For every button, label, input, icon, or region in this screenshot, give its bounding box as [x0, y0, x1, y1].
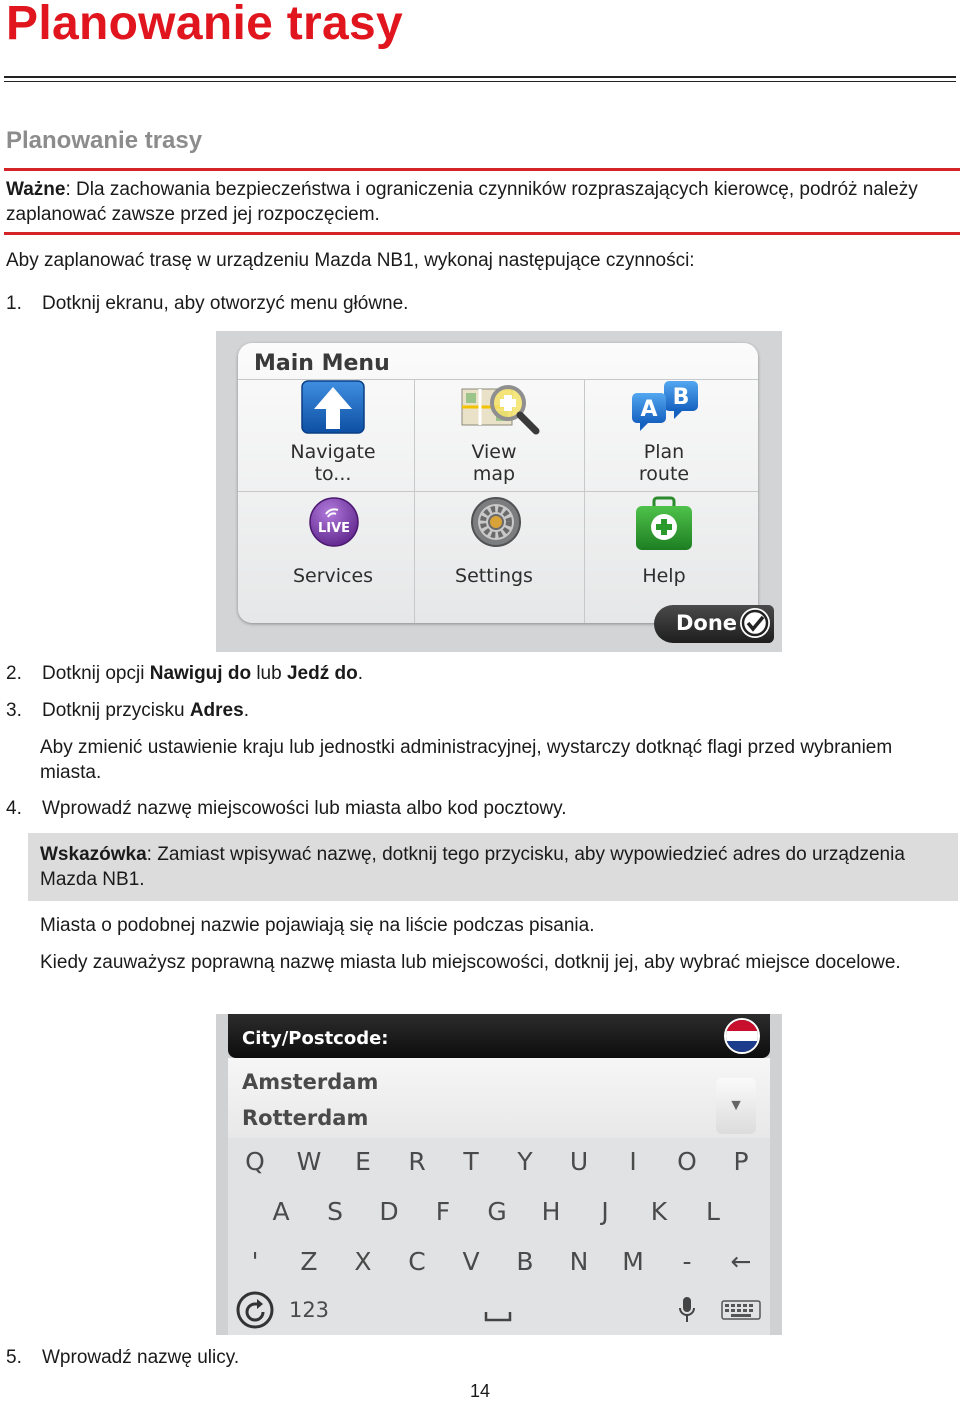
- key-q[interactable]: Q: [245, 1147, 265, 1176]
- menu-services-label[interactable]: Services: [292, 565, 374, 587]
- step-2-number: 2.: [6, 663, 22, 684]
- plan-route-ab-icon[interactable]: [630, 379, 702, 442]
- important-label: Ważne: [6, 179, 66, 200]
- onscreen-keyboard: [228, 1138, 770, 1335]
- important-rule-top: [4, 168, 960, 171]
- important-note: [6, 177, 956, 227]
- menu-plan-route-label[interactable]: Plan route: [638, 441, 690, 485]
- back-arrow-icon[interactable]: [228, 1286, 282, 1334]
- key-z[interactable]: Z: [300, 1247, 318, 1276]
- live-badge: LIVE: [317, 521, 351, 536]
- key-apostrophe[interactable]: ': [251, 1247, 259, 1276]
- menu-view-map-label[interactable]: View map: [471, 441, 517, 485]
- header-rule: [4, 76, 956, 78]
- live-services-icon[interactable]: [308, 496, 360, 553]
- key-i[interactable]: I: [629, 1147, 637, 1176]
- scroll-down-icon[interactable]: ▼: [716, 1078, 756, 1134]
- menu-settings-label[interactable]: Settings: [455, 565, 533, 587]
- section-title: Planowanie trasy: [6, 127, 203, 154]
- key-m[interactable]: M: [622, 1247, 644, 1276]
- main-menu-title: Main Menu: [254, 351, 390, 376]
- city-input-header[interactable]: [228, 1014, 770, 1058]
- key-h[interactable]: H: [541, 1197, 561, 1226]
- step-3-number: 3.: [6, 700, 22, 721]
- key-j[interactable]: J: [601, 1197, 609, 1226]
- step-5-text: Wprowadź nazwę ulicy.: [42, 1347, 240, 1368]
- step-3-text: Dotknij przycisku Adres.: [42, 700, 249, 721]
- chapter-title: Planowanie trasy: [6, 0, 403, 50]
- key-a[interactable]: A: [272, 1197, 290, 1226]
- country-flag-icon[interactable]: [724, 1018, 760, 1054]
- key-p[interactable]: P: [733, 1147, 749, 1176]
- step-1-text: Dotknij ekranu, aby otworzyć menu główne.: [42, 293, 409, 314]
- header-rule-thin: [4, 81, 956, 82]
- navigate-arrow-icon[interactable]: [300, 379, 366, 440]
- result-item[interactable]: Rotterdam: [242, 1106, 369, 1130]
- key-v[interactable]: V: [462, 1247, 480, 1276]
- key-e[interactable]: E: [355, 1147, 371, 1176]
- space-key[interactable]: [444, 1286, 552, 1334]
- key-o[interactable]: O: [677, 1147, 697, 1176]
- step-4-number: 4.: [6, 798, 22, 819]
- done-button-label: Done: [676, 611, 738, 635]
- step-5-number: 5.: [6, 1347, 22, 1368]
- tip-text: Wskazówka: Zamiast wpisywać nazwę, dotknij tego przycisku, aby wypowiedzieć adres do urządzenia Mazda NB1.: [40, 844, 905, 890]
- microphone-icon[interactable]: [660, 1286, 714, 1334]
- step-3-note: Aby zmienić ustawienie kraju lub jednostki administracyjnej, wystarczy dotknąć flagi przed wybraniem miasta.: [40, 737, 893, 783]
- step-1-number: 1.: [6, 293, 22, 314]
- main-menu-screenshot: [216, 331, 782, 652]
- menu-navigate-label[interactable]: Navigate to...: [290, 441, 376, 485]
- key-y[interactable]: Y: [517, 1147, 533, 1176]
- key-f[interactable]: F: [435, 1197, 451, 1226]
- key-x[interactable]: X: [354, 1247, 372, 1276]
- settings-gear-icon[interactable]: [470, 496, 522, 553]
- plan-route-b: B: [672, 385, 690, 410]
- backspace-icon[interactable]: ←: [730, 1247, 752, 1276]
- main-menu-panel: [238, 343, 758, 623]
- key-l[interactable]: L: [706, 1197, 720, 1226]
- key-r[interactable]: R: [408, 1147, 426, 1176]
- tip-label: Wskazówka: [40, 844, 147, 865]
- step-2-text: Dotknij opcji Nawiguj do lub Jedź do.: [42, 663, 363, 684]
- key-u[interactable]: U: [569, 1147, 589, 1176]
- key-b[interactable]: B: [516, 1247, 534, 1276]
- keyboard-screenshot: [216, 1014, 782, 1335]
- help-first-aid-icon[interactable]: [634, 496, 694, 557]
- step-4-text: Wprowadź nazwę miejscowości lub miasta albo kod pocztowy.: [42, 798, 567, 819]
- intro-text: Aby zaplanować trasę w urządzeniu Mazda NB1, wykonaj następujące czynności:: [6, 250, 695, 271]
- page-number: 14: [470, 1381, 491, 1401]
- key-g[interactable]: G: [487, 1197, 507, 1226]
- key-k[interactable]: K: [650, 1197, 668, 1226]
- key-s[interactable]: S: [327, 1197, 343, 1226]
- numeric-key[interactable]: 123: [288, 1298, 330, 1322]
- important-rule-bottom: [4, 232, 960, 235]
- key-n[interactable]: N: [569, 1247, 589, 1276]
- key-hyphen[interactable]: -: [682, 1247, 692, 1276]
- select-paragraph: Kiedy zauważysz poprawną nazwę miasta lub miejscowości, dotknij jej, aby wybrać miejsce docelowe.: [40, 952, 901, 973]
- important-text: : Dla zachowania bezpieczeństwa i ograniczenia czynników rozpraszających kierowcę, podróż należy zaplanować zawsze przed jej rozpoczęciem.: [6, 179, 918, 225]
- view-map-icon[interactable]: [460, 379, 542, 442]
- key-c[interactable]: C: [408, 1247, 426, 1276]
- key-w[interactable]: W: [296, 1147, 322, 1176]
- checkmark-icon: [740, 608, 770, 638]
- done-button[interactable]: [654, 605, 774, 643]
- result-item[interactable]: Amsterdam: [242, 1070, 379, 1094]
- list-paragraph: Miasta o podobnej nazwie pojawiają się na liście podczas pisania.: [40, 915, 595, 936]
- plan-route-a: A: [640, 397, 658, 422]
- key-d[interactable]: D: [379, 1197, 399, 1226]
- menu-help-label[interactable]: Help: [642, 565, 686, 587]
- key-t[interactable]: T: [463, 1147, 479, 1176]
- city-postcode-label: City/Postcode:: [242, 1028, 389, 1049]
- keyboard-layout-icon[interactable]: [714, 1286, 768, 1334]
- city-results-list: [228, 1058, 770, 1138]
